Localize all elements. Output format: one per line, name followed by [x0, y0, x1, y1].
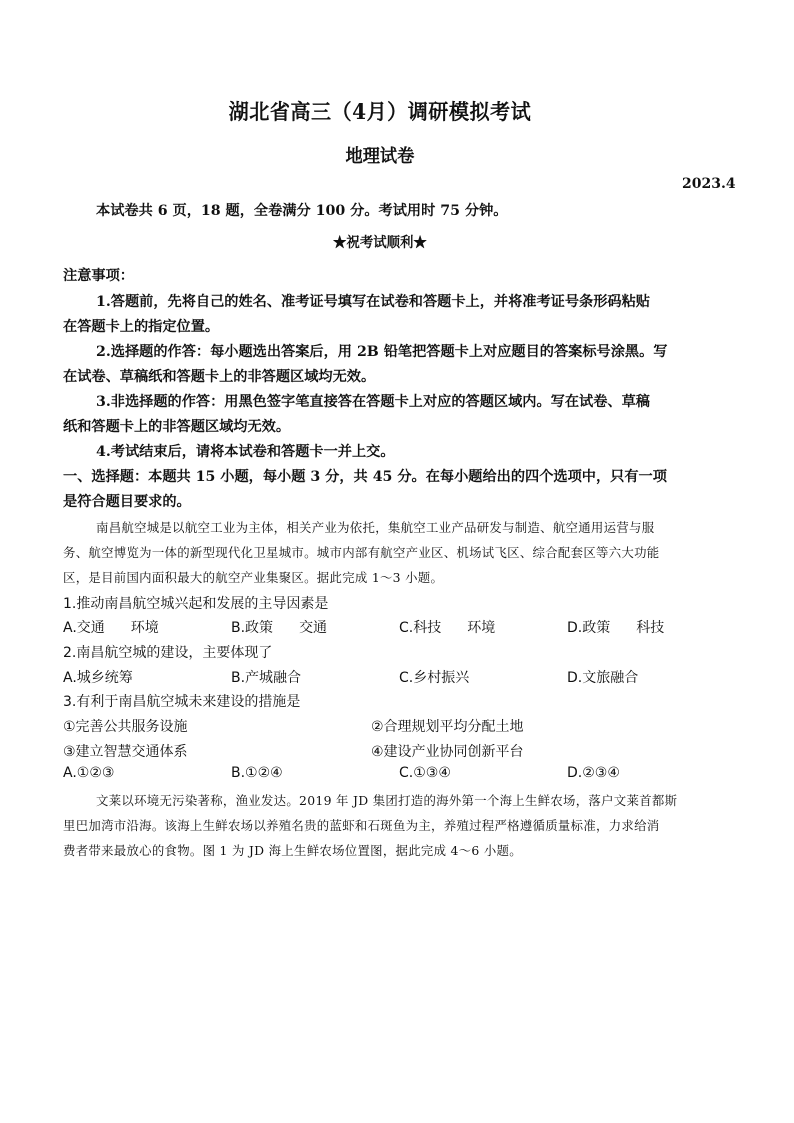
passage-2-line-1: 文莱以环境无污染著称，渔业发达。2019 年 JD 集团打造的海外第一个海上生鲜农场，落户文莱首都斯 [96, 793, 678, 808]
note-2-line-1: 2.选择题的作答：每小题选出答案后，用 2B 铅笔把答题卡上对应题目的答案标号涂黑。写 [96, 344, 668, 360]
q2-option-d: D.文旅融合 [567, 670, 639, 686]
q3-option-a: A.①②③ [63, 765, 115, 781]
question-2-stem: 2.南昌航空城的建设，主要体现了 [63, 645, 273, 661]
passage-1-line-3: 区，是目前国内面积最大的航空产业集聚区。据此完成 1～3 小题。 [63, 570, 444, 585]
note-1-line-1: 1.答题前，先将自己的姓名、准考证号填写在试卷和答题卡上，并将准考证号条形码粘贴 [96, 294, 650, 310]
q2-option-b: B.产城融合 [231, 670, 302, 686]
q1-option-d: D.政策 科技 [567, 620, 665, 636]
q1-option-c: C.科技 环境 [399, 620, 496, 636]
exam-title: 湖北省高三（4月）调研模拟考试 [228, 99, 532, 124]
note-1-line-2: 在答题卡上的指定位置。 [63, 319, 220, 335]
q1-option-b: B.政策 交通 [231, 620, 328, 636]
passage-1-line-1: 南昌航空城是以航空工业为主体，相关产业为依托，集航空工业产品研发与制造、航空通用运营与服 [96, 520, 655, 535]
note-2-line-2: 在试卷、草稿纸和答题卡上的非答题区域均无效。 [63, 369, 376, 385]
note-3-line-2: 纸和答题卡上的非答题区域均无效。 [63, 419, 291, 435]
exam-intro: 本试卷共 6 页，18 题，全卷满分 100 分。考试用时 75 分钟。 [96, 203, 508, 219]
exam-date: 2023.4 [682, 176, 736, 192]
q3-option-c: C.①③④ [399, 765, 451, 781]
passage-1-line-2: 务、航空博览为一体的新型现代化卫星城市。城市内部有航空产业区、机场试飞区、综合配套区等六大功能 [63, 545, 660, 560]
passage-2-line-3: 费者带来最放心的食物。图 1 为 JD 海上生鲜农场位置图，据此完成 4～6 小题。 [63, 843, 522, 858]
question-3-stem: 3.有利于南昌航空城未来建设的措施是 [63, 694, 301, 710]
q2-option-a: A.城乡统筹 [63, 670, 133, 686]
subject-title: 地理试卷 [345, 146, 415, 167]
q1-option-a: A.交通 环境 [63, 620, 159, 636]
q3-statement-1: ①完善公共服务设施 [63, 719, 188, 735]
q3-statement-3: ③建立智慧交通体系 [63, 744, 188, 760]
q2-option-c: C.乡村振兴 [399, 670, 470, 686]
good-luck-line: ★祝考试顺利★ [333, 235, 427, 251]
notes-heading: 注意事项： [63, 268, 134, 284]
note-3-line-1: 3.非选择题的作答：用黑色签字笔直接答在答题卡上对应的答题区域内。写在试卷、草稿 [96, 394, 650, 410]
q3-statement-4: ④建设产业协同创新平台 [371, 744, 524, 760]
q3-option-b: B.①②④ [231, 765, 283, 781]
note-4: 4.考试结束后，请将本试卷和答题卡一并上交。 [96, 444, 395, 460]
section-1-heading-line-2: 是符合题目要求的。 [63, 494, 191, 510]
question-1-stem: 1.推动南昌航空城兴起和发展的主导因素是 [63, 596, 329, 612]
q3-statement-2: ②合理规划平均分配土地 [371, 719, 524, 735]
section-1-heading-line-1: 一、选择题：本题共 15 小题，每小题 3 分，共 45 分。在每小题给出的四个选项中，只有一项 [63, 469, 667, 485]
passage-2-line-2: 里巴加湾市沿海。该海上生鲜农场以养殖名贵的蓝虾和石斑鱼为主，养殖过程严格遵循质量标准，力求给消 [63, 818, 660, 833]
q3-option-d: D.②③④ [567, 765, 620, 781]
